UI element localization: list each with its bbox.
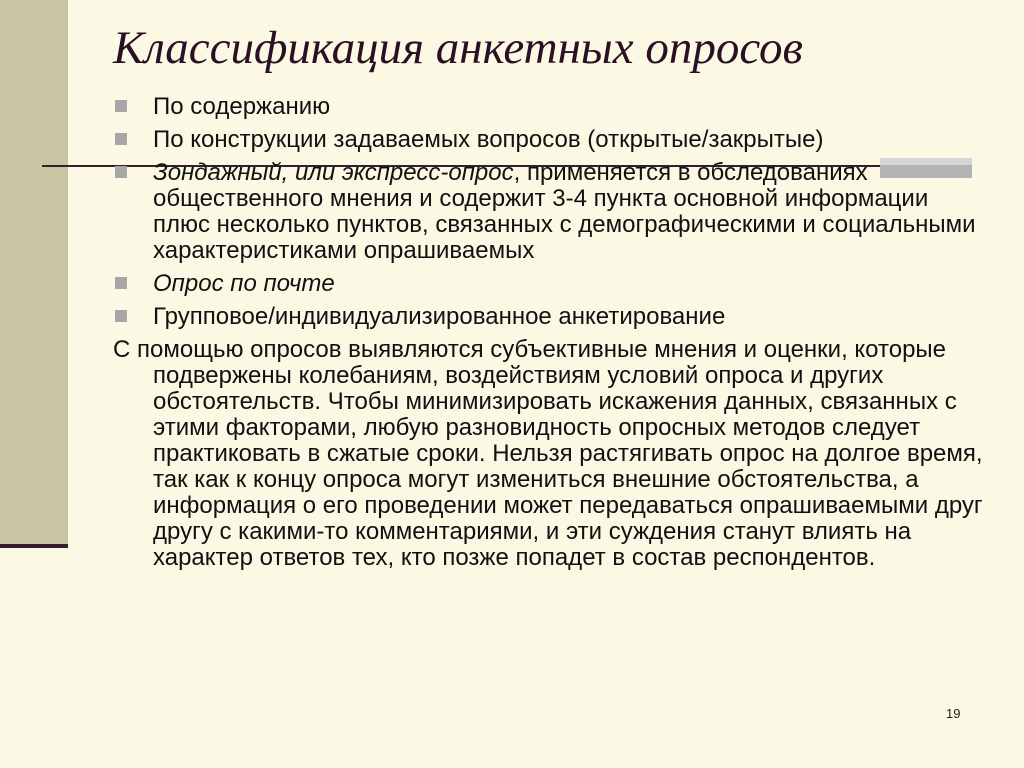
side-band [0,0,68,546]
bullet-text-italic: Зондажный, или экспресс-опрос [153,159,514,186]
slide-title: Классификация анкетных опросов [113,22,803,74]
square-bullet-icon [115,166,127,178]
bullet-item-express-survey [113,160,983,264]
body-paragraph: С помощью опросов выявляются субъективные мнения и оценки, которые подвержены колебаниям, воздействиям условий опроса и других обстоятельств. Чтобы минимизировать искажения данных, связанных с этими факторами, любую разновидность опросных методов следует практиковать в сжатые сроки. Нельзя растягивать опрос на долгое время, так как к концу опроса могут измениться внешние обстоятельства, а информация о его проведении может передаваться опрашиваемыми друг другу с какими-то комментариями, и эти суждения станут влиять на характер ответов тех, кто позже попадет в состав респондентов. [113,336,983,571]
bullet-item-content [113,94,983,120]
bullet-item-construction [113,127,983,153]
slide-content [113,94,983,571]
square-bullet-icon [115,310,127,322]
bullet-text: По содержанию [153,93,331,120]
bullet-item-group-survey [113,304,983,330]
bullet-item-mail-survey [113,271,983,297]
bullet-text: По конструкции задаваемых вопросов (открытые/закрытые) [153,126,824,153]
square-bullet-icon [115,100,127,112]
bullet-text-italic: Опрос по почте [153,270,335,297]
square-bullet-icon [115,277,127,289]
side-band-underline [0,544,68,548]
bullet-text: Групповое/индивидуализированное анкетирование [153,303,726,330]
square-bullet-icon [115,133,127,145]
slide-number: 19 [946,706,961,721]
bullet-text: , применяется в обследованиях общественного мнения и содержит 3-4 пункта основной информации плюс несколько пунктов, связанных с демографическими и социальными характеристиками опрашиваемых [153,159,976,264]
bullet-list [113,94,983,330]
